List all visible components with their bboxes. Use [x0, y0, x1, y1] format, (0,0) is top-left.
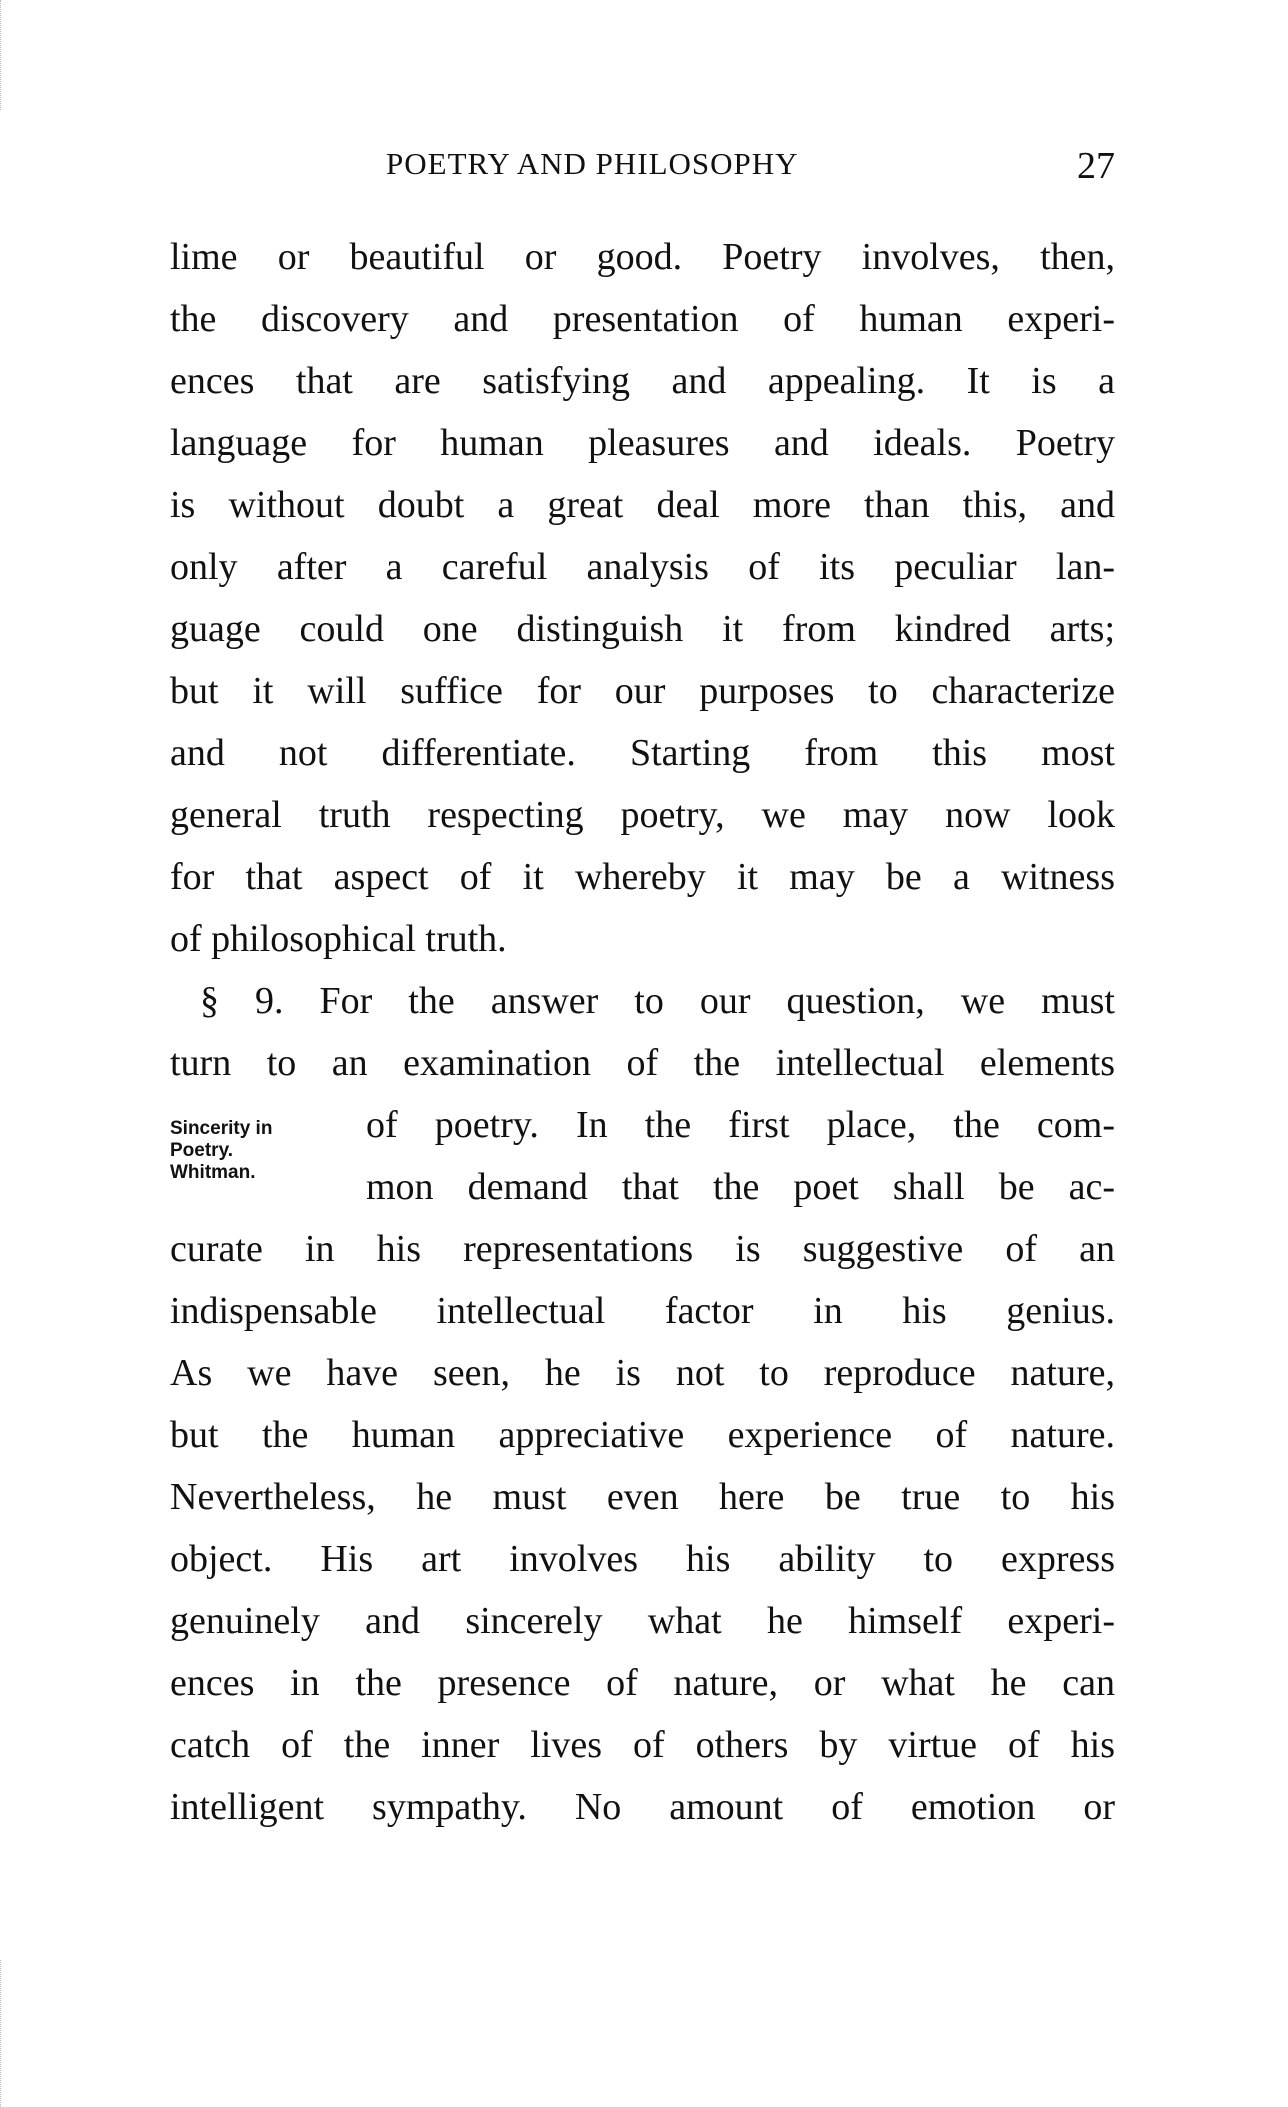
text-line: indispensable intellectual factor in his genius.: [170, 1290, 1115, 1332]
text-line: catch of the inner lives of others by virtue of his: [170, 1724, 1115, 1766]
margin-note-line: Poetry.: [170, 1140, 234, 1161]
text-line: lime or beautiful or good. Poetry involves, then,: [170, 236, 1115, 278]
text-line: ences in the presence of nature, or what he can: [170, 1662, 1115, 1704]
text-line: and not differentiate. Starting from this most: [170, 732, 1115, 774]
text-line: of philosophical truth.: [170, 918, 507, 960]
text-line: but it will suffice for our purposes to characterize: [170, 670, 1115, 712]
running-head: [170, 146, 1115, 188]
text-line: mon demand that the poet shall be ac-: [366, 1166, 1115, 1208]
text-line: the discovery and presentation of human experi-: [170, 298, 1115, 340]
margin-note-line: Sincerity in: [170, 1118, 273, 1139]
section-start-line: § 9. For the answer to our question, we must: [200, 980, 1115, 1022]
text-line: general truth respecting poetry, we may now look: [170, 794, 1115, 836]
text-line: intelligent sympathy. No amount of emotion or: [170, 1786, 1115, 1828]
running-title: POETRY AND PHILOSOPHY: [386, 146, 799, 181]
text-line: of poetry. In the first place, the com-: [366, 1104, 1115, 1146]
page-number: 27: [1077, 145, 1115, 187]
text-line: guage could one distinguish it from kindred arts;: [170, 608, 1115, 650]
text-line: language for human pleasures and ideals. Poetry: [170, 422, 1115, 464]
body-text: [170, 226, 1115, 1838]
text-line: Nevertheless, he must even here be true to his: [170, 1476, 1115, 1518]
text-line: ences that are satisfying and appealing. It is a: [170, 360, 1115, 402]
text-line: curate in his representations is suggestive of an: [170, 1228, 1115, 1270]
text-line: for that aspect of it whereby it may be a witness: [170, 856, 1115, 898]
text-line: turn to an examination of the intellectual elements: [170, 1042, 1115, 1084]
text-line: is without doubt a great deal more than this, and: [170, 484, 1115, 526]
margin-note-line: Whitman.: [170, 1162, 256, 1183]
scan-edge-mark: [0, 0, 15, 110]
text-line: only after a careful analysis of its peculiar lan-: [170, 546, 1115, 588]
text-line: As we have seen, he is not to reproduce nature,: [170, 1352, 1115, 1394]
text-line: object. His art involves his ability to express: [170, 1538, 1115, 1580]
text-line: genuinely and sincerely what he himself experi-: [170, 1600, 1115, 1642]
scan-edge-mark: [0, 1960, 15, 2107]
text-line: but the human appreciative experience of nature.: [170, 1414, 1115, 1456]
